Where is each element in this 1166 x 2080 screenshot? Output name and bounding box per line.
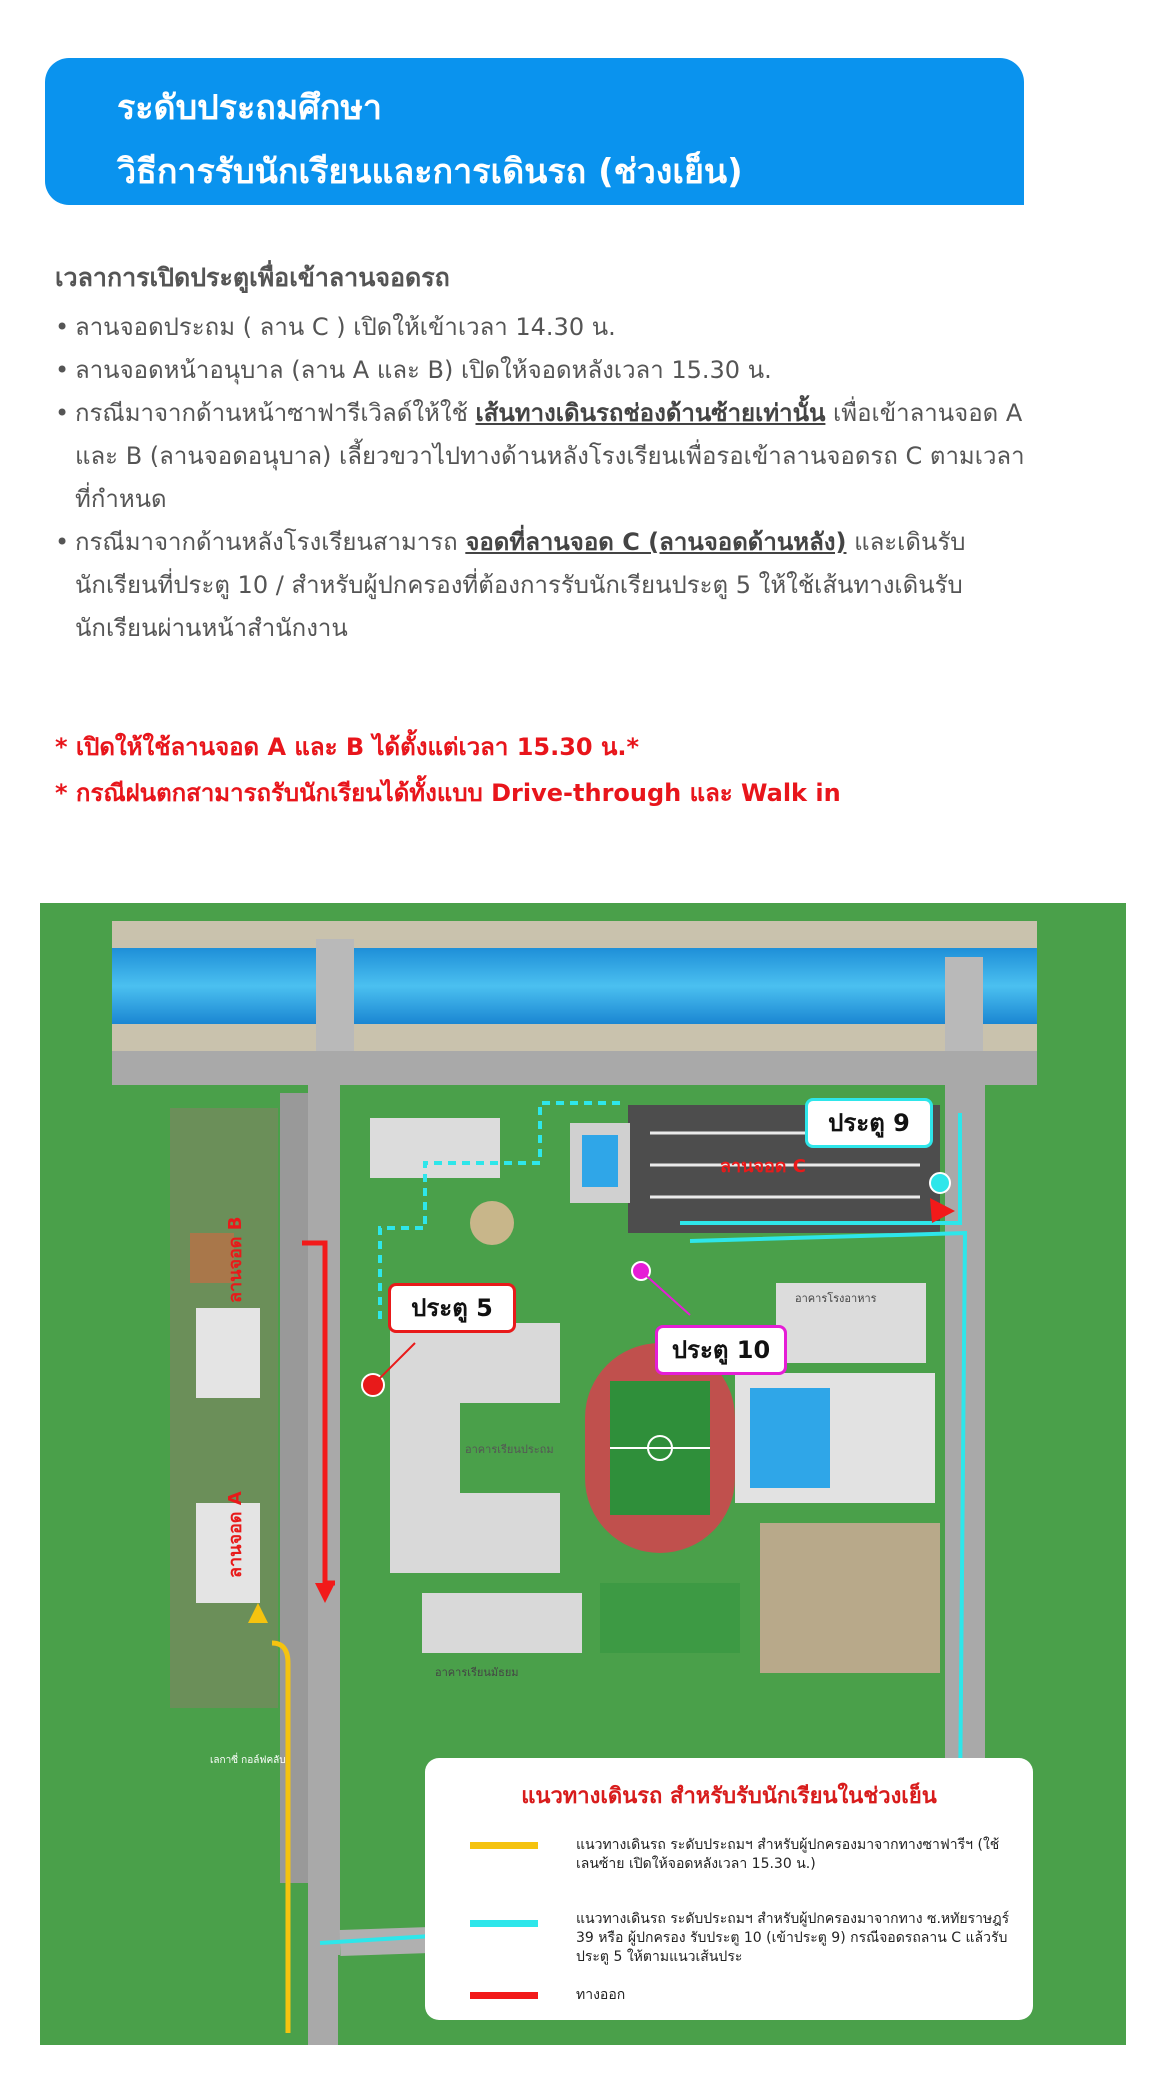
round-court — [470, 1201, 514, 1245]
bullet-lot-ab-time: • ลานจอดหน้าอนุบาล (ลาน A และ B) เปิดให้จอดหลังเวลา 15.30 น. — [55, 349, 1055, 392]
gate-5-callout: ประตู 5 — [388, 1283, 516, 1333]
top-road — [112, 1051, 1037, 1085]
golf-label: เลกาซี่ กอล์ฟคลับ — [210, 1755, 286, 1766]
kindergarten-building-1 — [196, 1308, 260, 1398]
bridge-right — [945, 957, 983, 1051]
upper-building — [370, 1118, 500, 1178]
bullet-back-route — [55, 521, 1035, 650]
bullet-text: และเดินรับนักเรียนที่ประตู 10 / สำหรับผู้ปกครองที่ต้องการรับนักเรียนประตู 5 ให้ใช้เส้นทางเดินรับนักเรียนผ่านหน้าสำนักงาน — [75, 528, 966, 642]
legend-text-yellow: แนวทางเดินรถ ระดับประถมฯ สำหรับผู้ปกครองมาจากทางซาฟารีฯ (ใช้เลนซ้าย เปิดให้จอดหลังเวลา 15.30 น.) — [576, 1837, 1000, 1872]
lot-c-label: ลานจอด C — [720, 1156, 806, 1177]
bottom-road — [308, 1955, 338, 2045]
canteen-label: อาคารโรงอาหาร — [795, 1292, 877, 1305]
bullet-safari-route — [55, 392, 1035, 521]
title-banner — [45, 58, 1024, 205]
banner-level-title: ระดับประถมศึกษา — [117, 88, 382, 128]
small-field — [600, 1583, 740, 1653]
primary-building-label: อาคารเรียนประถม — [465, 1443, 554, 1456]
lot-b-label: ลานจอด B — [225, 1216, 246, 1303]
pool-small — [582, 1135, 618, 1187]
bullet-text: เพื่อเข้าลานจอด A และ B (ลานจอดอนุบาล) เลี้ยวขวาไปทางด้านหลังโรงเรียนเพื่อรอเข้าลานจอดรถ C ตามเวลาที่กำหนด — [75, 399, 1025, 513]
route-legend — [425, 1758, 1033, 2020]
gate-9-callout: ประตู 9 — [805, 1098, 933, 1148]
gate-10-pointer — [641, 1271, 690, 1315]
bullet-text: กรณีมาจากด้านหน้าซาฟารีเวิลด์ให้ใช้ — [75, 399, 476, 427]
legend-swatch-red — [470, 1992, 538, 1999]
section-heading: เวลาการเปิดประตูเพื่อเข้าลานจอดรถ — [55, 263, 450, 292]
banner-main-title: วิธีการรับนักเรียนและการเดินรถ (ช่วงเย็น) — [117, 152, 743, 192]
legend-swatch-yellow — [470, 1842, 538, 1849]
left-lane-emphasis: เส้นทางเดินรถช่องด้านซ้ายเท่านั้น — [475, 399, 826, 427]
parking-times-section — [55, 258, 1055, 650]
legend-text-cyan: แนวทางเดินรถ ระดับประถมฯ สำหรับผู้ปกครองมาจากทาง ซ.หทัยราษฎร์ 39 หรือ ผู้ปกครอง รับประตู 10 (เข้าประตู 9) กรณีจอดรถลาน C แล้วรับประตู 5 ให้ตามแนวเส้นประ — [576, 1911, 1010, 1965]
bridge-left — [316, 939, 354, 1051]
secondary-building-label: อาคารเรียนมัธยม — [435, 1666, 519, 1679]
legend-text-red: ทางออก — [576, 1987, 626, 2003]
legend-swatch-cyan — [470, 1920, 538, 1927]
empty-plot — [760, 1523, 940, 1673]
gate-10-callout: ประตู 10 — [655, 1325, 787, 1375]
lot-c-emphasis: จอดที่ลานจอด C (ลานจอดด้านหลัง) — [465, 528, 847, 556]
river-water — [112, 948, 1037, 1024]
note-rain: * กรณีฝนตกสามารถรับนักเรียนได้ทั้งแบบ Drive-through และ Walk in — [55, 779, 841, 807]
notes — [55, 724, 841, 816]
bullet-text: กรณีมาจากด้านหลังโรงเรียนสามารถ — [75, 528, 466, 556]
lot-a-label: ลานจอด A — [225, 1491, 246, 1578]
big-pool — [750, 1388, 830, 1488]
secondary-building — [422, 1593, 582, 1653]
bullet-lot-c-time: • ลานจอดประถม ( ลาน C ) เปิดให้เข้าเวลา 14.30 น. — [55, 306, 1055, 349]
legend-title: แนวทางเดินรถ สำหรับรับนักเรียนในช่วงเย็น — [521, 1784, 937, 1809]
gate-9-marker — [930, 1173, 950, 1193]
note-ab-open: * เปิดให้ใช้ลานจอด A และ B ได้ตั้งแต่เวลา 15.30 น.* — [55, 733, 640, 761]
